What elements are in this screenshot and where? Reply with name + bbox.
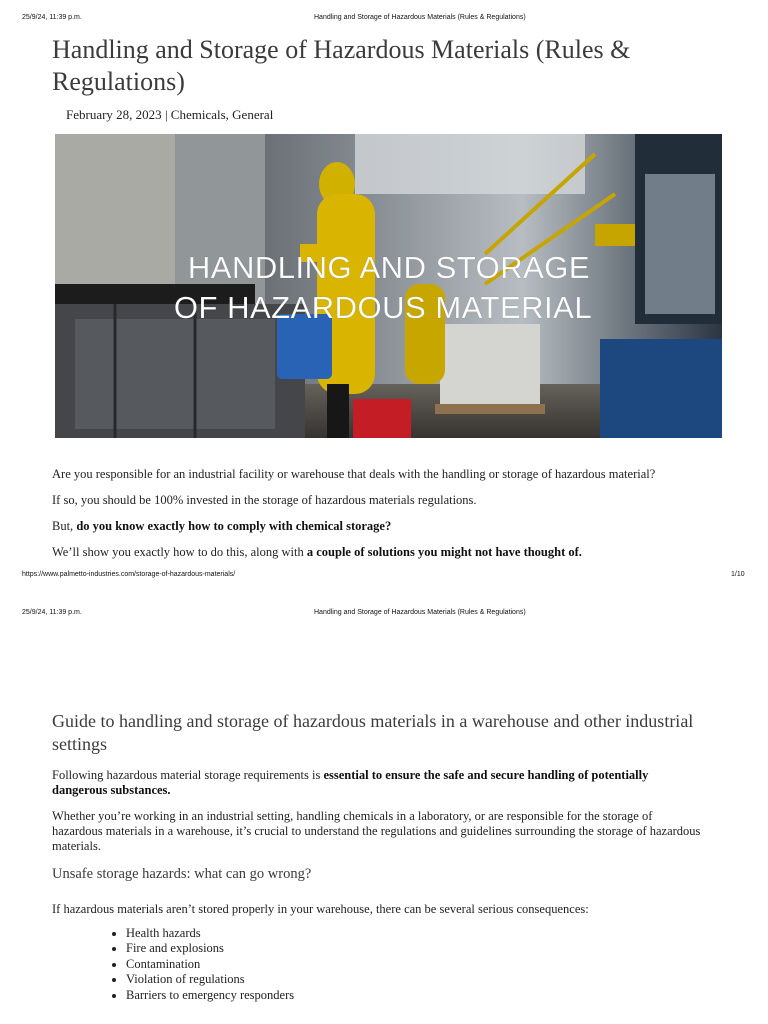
section-heading: Guide to handling and storage of hazardous materials in a warehouse and other industrial settings: [52, 711, 694, 754]
intro-paragraph-4-lead: We’ll show you exactly how to do this, along with: [52, 545, 307, 559]
hero-image: [55, 134, 722, 438]
hero-caption-line-2: OF HAZARDOUS MATERIAL: [173, 290, 593, 325]
intro-paragraph-3: [52, 519, 692, 534]
list-item: • Fire and explosions: [126, 941, 294, 956]
list-item: • Health hazards: [126, 926, 294, 941]
intro-paragraph-4-bold: a couple of solutions you might not have thought of.: [306, 545, 582, 559]
section-paragraph-1-bold: essential to ensure the safe and secure handling of potentially dangerous substances.: [52, 768, 649, 797]
consequences-list: [108, 926, 294, 1003]
intro-paragraph-1: Are you responsible for an industrial facility or warehouse that deals with the handling or storage of hazardous material?: [52, 467, 656, 481]
print-header-title: Handling and Storage of Hazardous Materials (Rules & Regulations): [314, 14, 526, 21]
post-categories[interactable]: Chemicals, General: [170, 107, 274, 122]
post-date: February 28, 2023: [66, 107, 162, 122]
list-item: • Violation of regulations: [126, 972, 294, 987]
section-paragraph-1: [52, 768, 702, 798]
print-header-datetime: 25/9/24, 11:39 p.m.: [22, 14, 82, 21]
post-meta: [66, 107, 273, 123]
intro-paragraph-4: [52, 545, 692, 560]
print-header-datetime-page-2: 25/9/24, 11:39 p.m.: [22, 609, 82, 616]
print-header-title-page-2: Handling and Storage of Hazardous Materials (Rules & Regulations): [314, 609, 526, 616]
list-item: • Contamination: [126, 957, 294, 972]
section-paragraph-1-lead: Following hazardous material storage requirements is: [52, 768, 324, 782]
subheading: Unsafe storage hazards: what can go wrong?: [52, 866, 312, 882]
hero-caption-line-1: HANDLING AND STORAGE: [187, 250, 591, 285]
list-item: • Barriers to emergency responders: [126, 988, 294, 1003]
section-paragraph-3: If hazardous materials aren’t stored properly in your warehouse, there can be several serious consequences:: [52, 902, 589, 916]
article-title: Handling and Storage of Hazardous Materials (Rules & Regulations): [52, 35, 631, 96]
intro-paragraph-3-bold: do you know exactly how to comply with chemical storage?: [76, 519, 392, 533]
meta-separator: |: [161, 107, 171, 122]
intro-paragraph-2: If so, you should be 100% invested in the storage of hazardous materials regulations.: [52, 493, 477, 507]
print-footer-page-number: 1/10: [731, 571, 745, 578]
intro-paragraph-3-lead: But,: [52, 519, 77, 533]
print-footer-url[interactable]: https://www.palmetto-industries.com/storage-of-hazardous-materials/: [22, 571, 236, 578]
section-paragraph-2: Whether you’re working in an industrial setting, handling chemicals in a laboratory, or are responsible for the storage of hazardous materials in a warehouse, it’s crucial to understand the regulations and guidelines surrounding the storage of hazardous materials.: [52, 809, 701, 853]
